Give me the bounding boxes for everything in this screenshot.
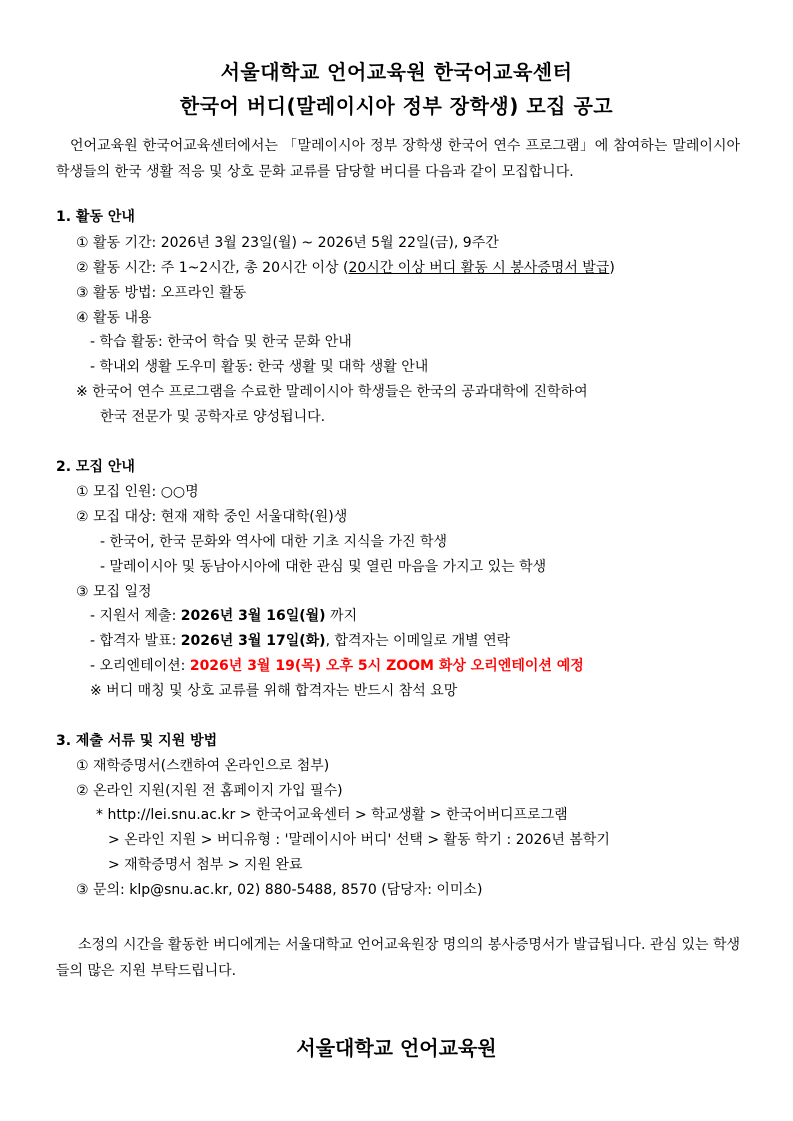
activity-method: ③ 활동 방법: 오프라인 활동 xyxy=(76,285,247,301)
submission-deadline: 2026년 3월 16일(월) xyxy=(180,608,326,624)
schedule-orientation: - 오리엔테이션: 2026년 3월 19(목) 오후 5시 ZOOM 화상 오리엔테이션 예정 xyxy=(90,658,584,674)
announcement-date: 2026년 3월 17일(화) xyxy=(180,633,326,649)
page-title: 서울대학교 언어교육원 한국어교육센터 xyxy=(220,60,573,84)
recruit-target-req2: - 말레이시아 및 동남아시아에 대한 관심 및 열린 마음을 가지고 있는 학생 xyxy=(100,559,547,575)
activity-content: ④ 활동 내용 xyxy=(76,310,152,326)
orientation-date: 2026년 3월 19(목) 오후 5시 ZOOM 화상 오리엔테이션 예정 xyxy=(189,658,584,674)
schedule-announcement: - 합격자 발표: 2026년 3월 17일(화), 합격자는 이메일로 개별 연락 xyxy=(90,633,511,649)
application-online: ② 온라인 지원(지원 전 홈페이지 가입 필수) xyxy=(76,783,343,799)
activity-period: ① 활동 기간: 2026년 3월 23일(월) ~ 2026년 5월 22일(금), 9주간 xyxy=(76,235,499,251)
recruit-schedule: ③ 모집 일정 xyxy=(76,584,152,600)
section-heading-application: 3. 제출 서류 및 지원 방법 xyxy=(56,733,218,749)
section-heading-activity: 1. 활동 안내 xyxy=(56,209,135,225)
application-document: ① 재학증명서(스캔하여 온라인으로 첨부) xyxy=(76,758,330,774)
activity-content-study: - 학습 활동: 한국어 학습 및 한국 문화 안내 xyxy=(90,334,352,350)
schedule-submission: - 지원서 제출: 2026년 3월 16일(월) 까지 xyxy=(90,608,358,624)
application-path-line2: > 온라인 지원 > 버디유형 : '말레이시아 버디' 선택 > 활동 학기 : 2026년 봄학기 xyxy=(108,832,610,848)
contact-info: ③ 문의: klp@snu.ac.kr, 02) 880-5488, 8570 (담당자: 이미소) xyxy=(76,882,483,898)
certificate-note: 20시간 이상 버디 활동 시 봉사증명서 발급 xyxy=(348,260,610,276)
activity-time: ② 활동 시간: 주 1~2시간, 총 20시간 이상 (20시간 이상 버디 활동 시 봉사증명서 발급) xyxy=(76,260,615,276)
page-subtitle: 한국어 버디(말레이시아 정부 장학생) 모집 공고 xyxy=(179,94,614,118)
orientation-note: ※ 버디 매칭 및 상호 교류를 위해 합격자는 반드시 참석 요망 xyxy=(90,683,458,699)
application-path-line3: > 재학증명서 첨부 > 지원 완료 xyxy=(108,857,303,873)
issuer-signature: 서울대학교 언어교육원 xyxy=(296,1036,497,1060)
application-path-line1: * http://lei.snu.ac.kr > 한국어교육센터 > 학교생활 > 한국어버디프로그램 xyxy=(96,807,568,823)
recruit-number: ① 모집 인원: ○○명 xyxy=(76,484,199,500)
activity-note-line1: ※ 한국어 연수 프로그램을 수료한 말레이시아 학생들은 한국의 공과대학에 진학하여 xyxy=(76,384,588,400)
activity-note-line2: 한국 전문가 및 공학자로 양성됩니다. xyxy=(100,409,326,425)
recruit-target: ② 모집 대상: 현재 재학 중인 서울대학(원)생 xyxy=(76,509,348,525)
activity-content-life: - 학내외 생활 도우미 활동: 한국 생활 및 대학 생활 안내 xyxy=(90,359,429,375)
section-heading-recruitment: 2. 모집 안내 xyxy=(56,459,135,475)
intro-paragraph: 언어교육원 한국어교육센터에서는 「말레이시아 정부 장학생 한국어 연수 프로그램」에 참여하는 말레이시아 학생들의 한국 생활 적응 및 상호 문화 교류를 담당할 버디를 다음과 같이 모집합니다. xyxy=(56,138,740,180)
closing-paragraph: 소정의 시간을 활동한 버디에게는 서울대학교 언어교육원장 명의의 봉사증명서가 발급됩니다. 관심 있는 학생들의 많은 지원 부탁드립니다. xyxy=(56,937,740,979)
recruit-target-req1: - 한국어, 한국 문화와 역사에 대한 기초 지식을 가진 학생 xyxy=(100,534,448,550)
